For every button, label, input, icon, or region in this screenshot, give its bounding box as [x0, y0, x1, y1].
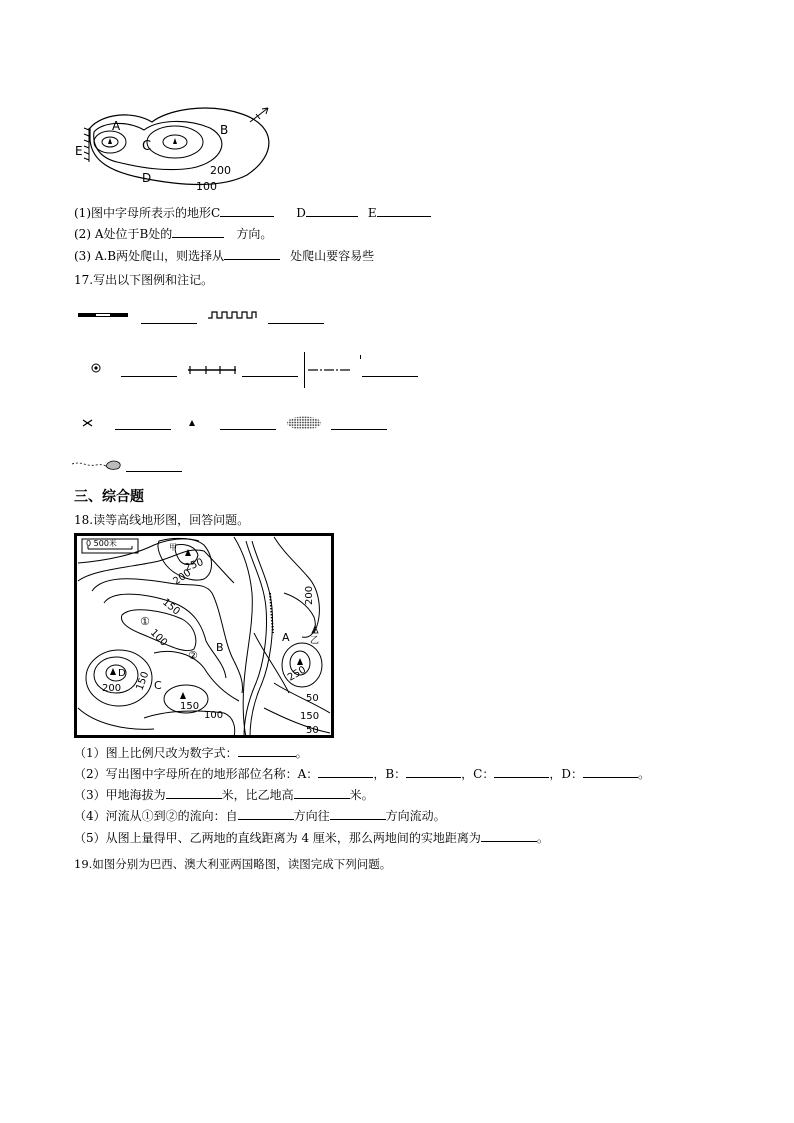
fig1-contour-100-label: 100 — [196, 180, 217, 193]
q18-sub2-d: ，D： — [549, 767, 583, 781]
contour-sketch-figure — [72, 100, 282, 195]
q18-sub2 — [74, 765, 650, 782]
q16-line1-d: D — [296, 206, 306, 220]
peak-triangle-icon — [173, 138, 177, 144]
answer-blank[interactable] — [220, 204, 274, 217]
mountain-peak-legend-icon — [188, 419, 196, 427]
answer-blank[interactable] — [224, 247, 280, 260]
scale-bar-label: 0 500米 — [86, 539, 117, 548]
q18-sub5-suffix: 。 — [536, 831, 549, 845]
legend-answer-blank[interactable] — [141, 322, 197, 324]
label-jia: 甲 — [169, 543, 177, 552]
q16-line2 — [74, 225, 272, 242]
label-yi: 乙 — [310, 636, 320, 646]
q18-title: 18.读等高线地形图，回答问题。 — [74, 513, 250, 527]
answer-blank[interactable] — [238, 807, 294, 820]
q16-line3-suffix: 处爬山要容易些 — [290, 249, 375, 263]
label-a: A — [282, 631, 290, 644]
q18-sub3-mid: 米，比乙地高 — [221, 788, 294, 802]
legend-answer-blank[interactable] — [220, 428, 276, 430]
legend-answer-blank[interactable] — [268, 322, 324, 324]
fig1-label-b: B — [220, 123, 229, 137]
q18-sub1-suffix: 。 — [295, 746, 308, 760]
answer-blank[interactable] — [481, 829, 537, 842]
q16-line3 — [74, 247, 374, 264]
q18-sub4-suffix: 方向流动。 — [385, 809, 446, 823]
q16-line3-prefix: (3) A.B两处爬山，则选择从 — [74, 249, 225, 263]
label-b: B — [216, 641, 224, 654]
desert-legend-icon — [286, 416, 322, 430]
q19-title: 19.如图分别为巴西、澳大利亚两国略图，读图完成下列问题。 — [74, 857, 392, 871]
q17-title: 17.写出以下图例和注记。 — [74, 273, 214, 287]
fig1-contour-200-label: 200 — [210, 164, 231, 177]
q16-line2-suffix: 方向。 — [236, 227, 273, 241]
legend-answer-blank[interactable] — [115, 428, 171, 430]
contour-label: 200 — [304, 585, 315, 605]
contour-label: 100 — [147, 627, 170, 649]
q18-sub1-prefix: （1）图上比例尺改为数字式： — [74, 746, 238, 760]
q18-sub3 — [74, 786, 374, 803]
legend-answer-blank[interactable] — [331, 428, 387, 430]
answer-blank[interactable] — [294, 786, 350, 799]
q18-contour-map — [74, 533, 334, 738]
answer-blank-d[interactable] — [583, 765, 638, 778]
capital-city-legend-icon — [90, 362, 102, 374]
q18-sub2-prefix: （2）写出图中字母所在的地形部位名称：A： — [74, 767, 319, 781]
railway-legend-icon — [78, 311, 128, 319]
provincial-boundary-legend-icon — [308, 365, 358, 375]
fig1-label-a: A — [112, 119, 121, 133]
contour-label: 50 — [306, 725, 319, 736]
answer-blank[interactable] — [306, 204, 358, 217]
contour-label: 250 — [183, 556, 205, 574]
q18-sub5 — [74, 829, 549, 846]
q18-sub4 — [74, 807, 446, 824]
contour-label: 100 — [204, 710, 224, 721]
q18-sub3-prefix: （3）甲地海拔为 — [74, 788, 166, 802]
fig1-label-e: E — [75, 144, 83, 158]
contour-label: 200 — [171, 567, 194, 588]
label-d: D — [118, 668, 126, 679]
q18-sub5-prefix: （5）从图上量得甲、乙两地的直线距离为 4 厘米，那么两地间的实地距离为 — [74, 831, 481, 845]
q18-sub3-suffix: 米。 — [349, 788, 374, 802]
answer-blank[interactable] — [238, 744, 296, 757]
legend-answer-blank[interactable] — [126, 470, 182, 472]
q16-line1-prefix: (1)图中字母所表示的地形C — [74, 206, 221, 220]
q18-sub1 — [74, 744, 308, 761]
divider — [304, 352, 305, 388]
label-circle-1: ① — [140, 615, 150, 628]
q16-line1-e: E — [367, 206, 377, 220]
fig1-label-d: D — [142, 171, 152, 185]
answer-blank-b[interactable] — [406, 765, 461, 778]
answer-blank[interactable] — [377, 204, 431, 217]
river-lake-legend-icon — [72, 458, 124, 472]
answer-blank[interactable] — [166, 786, 222, 799]
q18-sub4-mid: 方向往 — [293, 809, 330, 823]
label-c: C — [154, 679, 162, 692]
legend-answer-blank[interactable] — [242, 375, 298, 377]
q18-sub2-suffix: 。 — [637, 767, 650, 781]
answer-blank[interactable] — [172, 225, 224, 238]
q18-sub2-b: ，B： — [373, 767, 407, 781]
q16-line1 — [74, 204, 431, 221]
legend-answer-blank[interactable] — [362, 375, 418, 377]
wall-legend-icon — [208, 309, 258, 321]
section-3-heading: 三、综合题 — [74, 489, 144, 505]
fig1-label-c: C — [142, 139, 152, 154]
peak-triangle-icon — [108, 138, 112, 144]
answer-blank[interactable] — [330, 807, 386, 820]
national-boundary-legend-icon — [188, 365, 238, 375]
contour-label: 250 — [286, 664, 309, 684]
q16-line2-prefix: (2) A处位于B处的 — [74, 227, 173, 241]
contour-label: 150 — [134, 670, 152, 693]
answer-blank-c[interactable] — [494, 765, 549, 778]
q18-sub2-c: ，C： — [461, 767, 495, 781]
label-circle-2: ② — [188, 649, 198, 662]
north-arrow-icon — [250, 108, 268, 122]
contour-label: 150 — [300, 711, 320, 722]
q18-sub4-prefix: （4）河流从①到②的流向：自 — [74, 809, 238, 823]
divider-mark — [360, 355, 361, 359]
legend-answer-blank[interactable] — [121, 375, 177, 377]
answer-blank-a[interactable] — [318, 765, 373, 778]
contour-label: 150 — [160, 596, 182, 618]
mountain-pass-legend-icon — [82, 418, 94, 428]
contour-label: 200 — [102, 683, 122, 694]
contour-label: 150 — [180, 701, 200, 712]
cliff-symbol — [84, 128, 89, 162]
contour-label: 50 — [306, 693, 319, 704]
